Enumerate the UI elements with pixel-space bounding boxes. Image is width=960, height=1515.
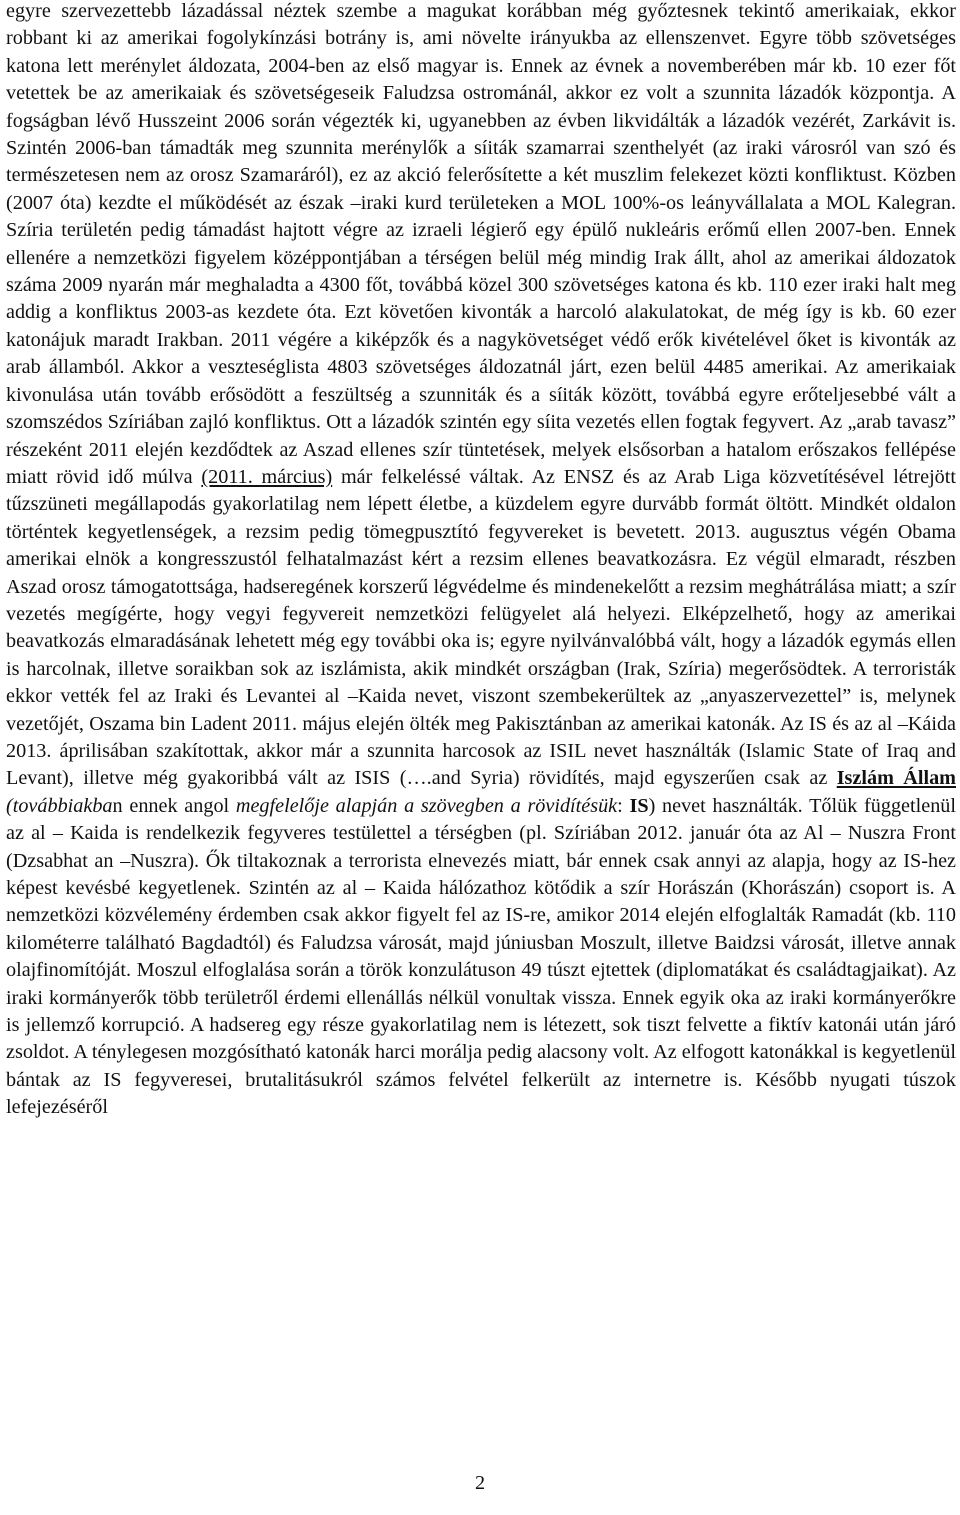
underlined-date-link[interactable]: (2011. március) <box>201 465 333 488</box>
text-run: : <box>617 794 630 817</box>
paragraph <box>6 0 956 1122</box>
text-run: A fogságban lévő Husszeint 2006 során végezték ki, ugyanebben az évben likvidálták a lázadók vezérét, Zarkávit is. <box>6 82 956 132</box>
text-run: n ennek angol <box>112 794 236 817</box>
text-run: ) nevet használták. Tőlük függetlenül az al – Kaida is rendelkezik fegyveres testülettel a térségben (pl. Szíriában 2012. január óta az Al – Nuszra Front (Dzsabhat an –Nuszra). Ők tiltakoznak a terrorista elnevezés miatt, bár ennek csak annyi az alapja, hogy az IS-hez képest kevésbé kegyetlenek. Szintén az al – Kaida hálózathoz kötődik a szír Horászán (Khorászán) csoport is. A nemzetközi közvélemény érdemben csak akkor figyelt fel az IS-re, amikor 2014 elején elfoglalták Ramadát (kb. 110 kilométerre található Bagdadtól) és Faludzsa városát, majd júniusban Moszult, illetve Baidzsi városát, illetve annak olajfinomítóját. Moszul elfoglalása során a török konzulátuson 49 túszt ejtettek (diplomatákat és családtagjaikat). Az iraki kormányerők több területről érdemi ellenállás nélkül vonultak vissza. Ennek egyik oka az iraki kormányerőkre is jellemző korrupció. A hadsereg egy része gyakorlatilag nem is létezett, sok tiszt felvette a fiktív katonái után járó zsoldot. A ténylegesen mozgósítható katonák harci morálja pedig alacsony volt. Az elfogott katonákkal is kegyetlenül bántak az IS fegyveresei, brutalitásukról számos felvétel felkerült az internetre is. Később nyugati túszok lefejezéséről <box>6 794 956 1119</box>
bold-term: IS <box>629 794 649 817</box>
italic-text: (továbbiakba <box>6 794 113 817</box>
text-run: már felkeléssé váltak. Az ENSZ és az Arab Liga közvetítésével létrejött tűzszüneti megállapodás gyakorlatilag nem lépett életbe, a küzdelem egyre durvább formát öltött. Mindkét oldalon történtek kegyetlenségek, a rezsim pedig tömegpusztító fegyvereket is bevetett. 2013. augusztus végén Obama amerikai elnök a kongresszustól felhatalmazást kért a rezsim ellenes beavatkozásra. Ez végül elmaradt, részben Aszad orosz támogatottsága, hadseregének korszerű légvédelme és mindenekelőtt a rezsim meghátrálása miatt; a szír vezetés megígérte, hogy vegyi fegyvereit nemzetközi felügyelet alá helyezi. Elképzelhető, hogy az amerikai beavatkozás elmaradásának lehetett még egy további oka is; egyre nyilvánvalóbbá vált, hogy a lázadók egymás ellen is harcolnak, illetve soraikban sok az iszlámista, akik mindkét országban (Irak, Szíria) megerősödtek. A terroristák ekkor vették fel az Iraki és Levantei al –Kaida nevet, viszont szembekerültek az „anyaszervezettel” is, melynek vezetőjét, Oszama bin Ladent 2011. május elején ölték meg Pakisztánban az amerikai katonák. Az IS és az al –Káida 2013. áprilisában szakítottak, akkor már a szunnita harcosok az ISIL nevet használták (Islamic State of Iraq and Levant), illetve még gyakoribbá vált az ISIS (….and Syria) rövidítés, majd egyszerűen csak az <box>6 465 956 790</box>
italic-text: megfelelője alapján a szövegben a rövidítésük <box>235 794 618 817</box>
text-run: Szintén 2006-ban támadták meg szunnita merénylők a síiták szamarrai szenthelyét (az iraki városról van szó és természetesen nem az orosz Szamaráról), ez az akció felerősítette a két muszlim felekezet közti konfliktust. Közben (2007 óta) kezdte el működését az észak –iraki kurd területeken a MOL 100%-os leányvállalata a MOL Kalegran. Szíria területén pedig támadást hajtott végre az izraeli légierő egy épülő nukleáris erőmű ellen 2007-ben. Ennek ellenére a nemzetközi figyelem középpontjában a térségen belül még mindig Irak állt, ahol az amerikai áldozatok száma 2009 nyarán már meghaladta a 4300 főt, továbbá közel 300 szövetséges katona és kb. 110 ezer iraki halt meg addig a konfliktus 2003-as kezdete óta. Ezt követően kivonták a harcoló alakulatokat, de még így is kb. 60 ezer katonájuk maradt Irakban. 2011 végére a kiképzők és a nagykövetséget védő erők kivételével őket is kivonták az arab államból. Akkor a veszteséglista 4803 szövetséges áldozatnál járt, ezen belül 4485 amerikai. Az amerikaiak kivonulása után tovább erősödött a feszültség a szunniták és a síiták között, továbbá egyre erőteljesebbé vált a szomszédos Szíriában zajló konfliktus. Ott a lázadók szintén egy síita vezetés ellen fogtak fegyvert. Az „arab tavasz” részeként 2011 elején kezdődtek az Aszad ellenes szír tüntetések, melyek elsősorban a hatalom erőszakos fellépése miatt rövid idő múlva <box>6 137 956 488</box>
text-run: egyre szervezettebb lázadással néztek szembe a magukat korábban még győztesnek tekintő amerikaiak, ekkor robbant ki az amerikai fogolykínzási botrány is, ami növelte irányukba az ellenszenvet. Egyre több szövetséges katona lett merénylet áldozata, 2004-ben az első magyar is. Ennek az évnek a novemberében már kb. <box>6 0 956 77</box>
bold-underlined-term: Iszlám Állam <box>836 767 956 790</box>
body-text <box>6 0 956 1122</box>
text-run: 10 ezer főt vetettek be az amerikaiak és szövetségeseik Faludzsa ostrománál, akkor ez volt a szunnita lázadók központja. <box>6 54 957 105</box>
page-number: 2 <box>474 1472 486 1494</box>
